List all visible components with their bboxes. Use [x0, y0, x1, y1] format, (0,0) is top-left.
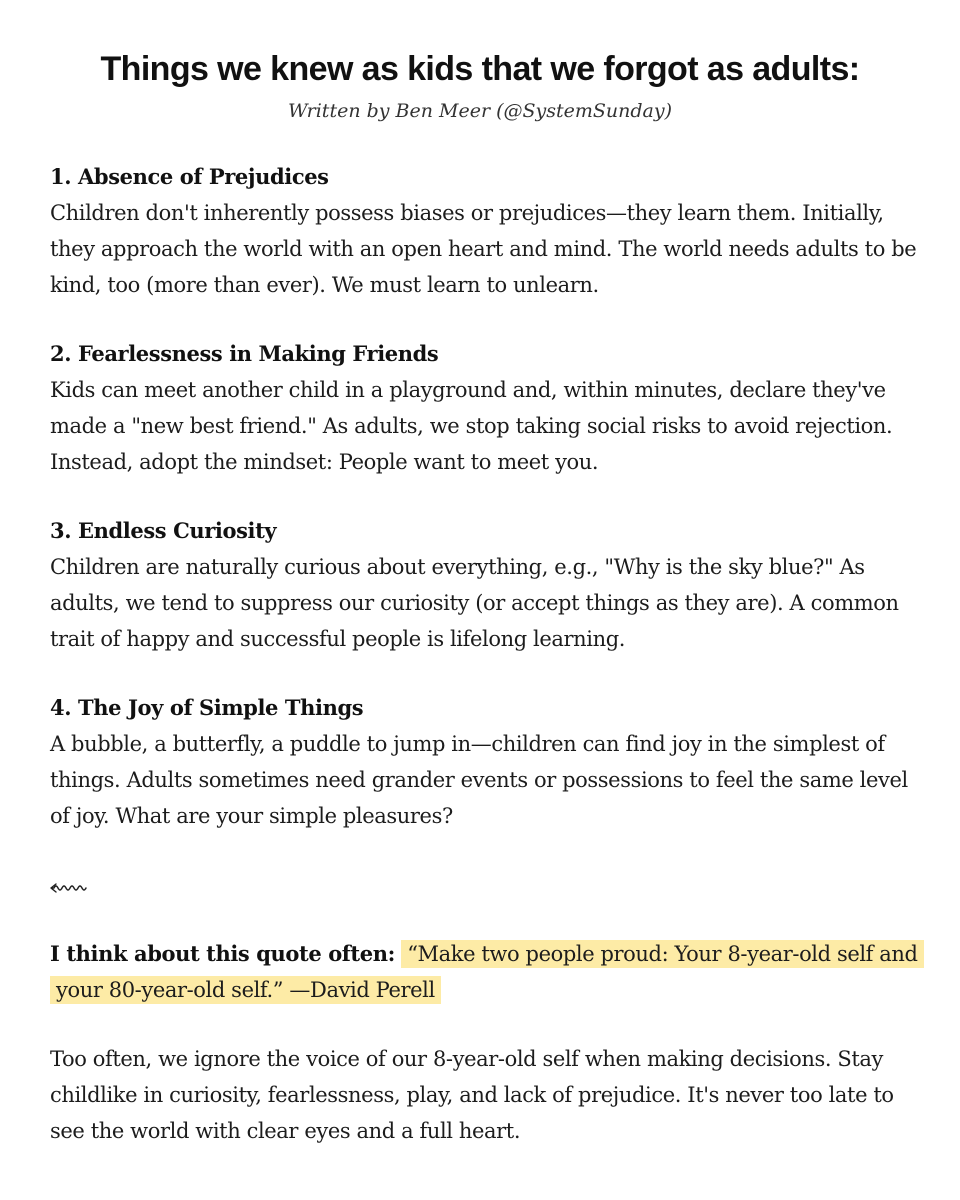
- section-heading: 3. Endless Curiosity: [50, 518, 277, 543]
- section-joy-of-simple-things: [50, 690, 930, 834]
- section-heading: 1. Absence of Prejudices: [50, 164, 329, 189]
- quote-paragraph: [50, 917, 930, 1008]
- section-heading: 2. Fearlessness in Making Friends: [50, 341, 439, 366]
- page-title: Things we knew as kids that we forgot as adults:: [100, 50, 860, 88]
- section-text: Children are naturally curious about everything, e.g., "Why is the sky blue?" As adults, we tend to suppress our curiosity (or accept things as they are). A common trait of happy and successful people is lifelong learning.: [50, 555, 899, 651]
- byline: Written by Ben Meer (@SystemSunday): [287, 100, 673, 122]
- section-text: A bubble, a butterfly, a puddle to jump in—children can find joy in the simplest of things. Adults sometimes need grander events or possessions to feel the same level of joy. What are your simple pleasures?: [50, 732, 908, 828]
- section-fearlessness: [50, 336, 930, 480]
- squiggle-arrow-icon: [50, 867, 930, 917]
- section-endless-curiosity: [50, 513, 930, 657]
- quote-lead: I think about this quote often:: [50, 941, 395, 966]
- highlighted-quote: “Make two people proud: Your 8-year-old self and your 80-year-old self.” —David Perell: [50, 940, 924, 1004]
- section-text: Kids can meet another child in a playground and, within minutes, declare they've made a "new best friend." As adults, we stop taking social risks to avoid rejection. Instead, adopt the mindset: People want to meet you.: [50, 378, 893, 474]
- article-body: [50, 159, 930, 1149]
- section-absence-of-prejudices: [50, 159, 930, 303]
- section-heading: 4. The Joy of Simple Things: [50, 695, 364, 720]
- section-text: Children don't inherently possess biases or prejudices—they learn them. Initially, they approach the world with an open heart and mind. The world needs adults to be kind, too (more than ever). We must learn to unlearn.: [50, 201, 917, 297]
- closing-paragraph: Too often, we ignore the voice of our 8-year-old self when making decisions. Stay childlike in curiosity, fearlessness, play, and lack of prejudice. It's never too late to see the world with clear eyes and a full heart.: [50, 1047, 894, 1143]
